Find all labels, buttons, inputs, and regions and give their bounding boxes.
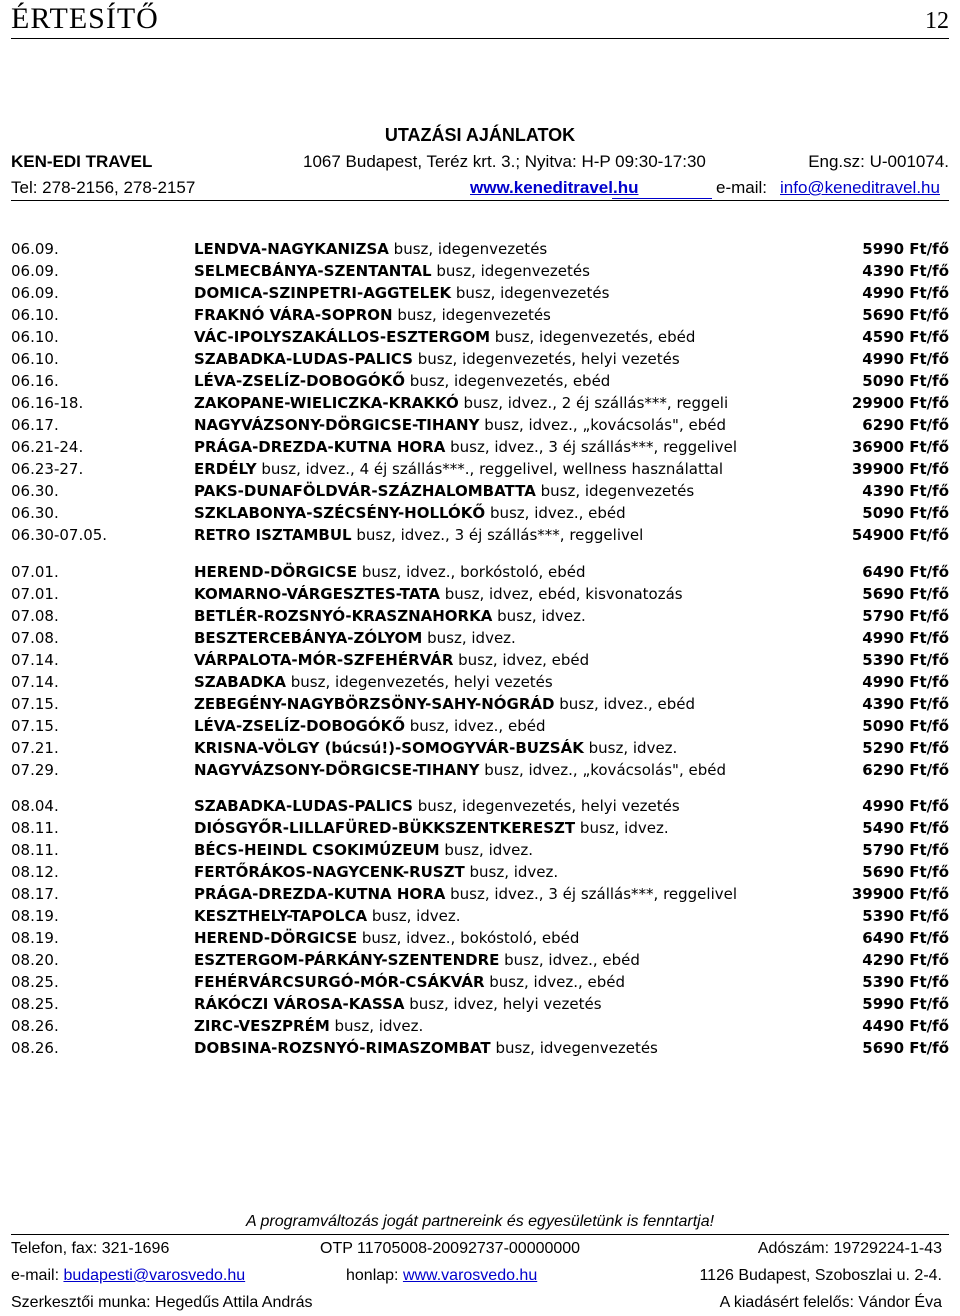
trip-description: [194, 372, 610, 390]
trip-description: [194, 350, 680, 368]
trip-price: 4590 Ft/fő: [862, 328, 949, 346]
trip-date: 08.17.: [11, 885, 59, 903]
trip-details: busz, idvez.: [439, 841, 534, 859]
trip-details: busz, idvez., „kovácsolás", ebéd: [479, 761, 726, 779]
trip-date: 06.09.: [11, 240, 59, 258]
trip-details: busz, idvez., ebéd: [554, 695, 695, 713]
trip-date: 06.30-07.05.: [11, 526, 108, 544]
trip-date: 06.10.: [11, 306, 59, 324]
trip-date: 06.17.: [11, 416, 59, 434]
trip-date: 07.08.: [11, 607, 59, 625]
trip-description: [194, 607, 586, 625]
trip-price: 4290 Ft/fő: [862, 951, 949, 969]
trip-details: busz, idegenvezetés, helyi vezetés: [286, 673, 553, 691]
trip-destination: HEREND-DÖRGICSE: [194, 563, 358, 581]
trip-details: busz, idvez.: [329, 1017, 424, 1035]
footer-publisher: A kiadásért felelős: Vándor Éva: [719, 1294, 942, 1311]
trip-destination: HEREND-DÖRGICSE: [194, 929, 358, 947]
trip-details: busz, idvez.: [492, 607, 586, 625]
trip-destination: BÉCS-HEINDL CSOKIMÚZEUM: [194, 841, 440, 859]
trip-price: 6490 Ft/fő: [862, 929, 949, 947]
trip-price: 5690 Ft/fő: [862, 1039, 949, 1057]
trip-details: busz, idvez., 3 éj szállás***, reggelivel: [351, 526, 644, 544]
agency-email-link[interactable]: info@keneditravel.hu: [780, 178, 940, 197]
trip-destination: SZABADKA: [194, 673, 287, 691]
trip-destination: LÉVA-ZSELÍZ-DOBOGÓKŐ: [194, 717, 405, 735]
trip-description: [194, 284, 609, 302]
trip-destination: KRISNA-VÖLGY (búcsú!)-SOMOGYVÁR-BUZSÁK: [194, 739, 584, 757]
footer-email: [11, 1267, 245, 1285]
trip-description: [194, 651, 589, 669]
trip-price: 5090 Ft/fő: [862, 372, 949, 390]
trip-row: [11, 907, 949, 929]
trip-details: busz, idegenvezetés: [535, 482, 695, 500]
trip-destination: SELMECBÁNYA-SZENTANTAL: [194, 262, 432, 280]
trip-date: 06.10.: [11, 328, 59, 346]
trip-date: 08.19.: [11, 907, 59, 925]
trip-details: busz, idegenvezetés: [451, 284, 610, 302]
trip-description: [194, 482, 694, 500]
trip-description: [194, 460, 723, 478]
trip-row: [11, 929, 949, 951]
trip-description: [194, 797, 680, 815]
trip-date: 06.09.: [11, 262, 59, 280]
trip-description: [194, 526, 643, 544]
trip-description: [194, 951, 640, 969]
trip-row: [11, 563, 949, 585]
trip-date: 06.09.: [11, 284, 59, 302]
trip-date: 07.14.: [11, 673, 59, 691]
trip-price: 6290 Ft/fő: [862, 416, 949, 434]
trip-row: [11, 797, 949, 819]
agency-email-label: e-mail:: [716, 178, 768, 197]
trip-price: 36900 Ft/fő: [851, 438, 949, 456]
trip-date: 06.10.: [11, 350, 59, 368]
trip-row: [11, 460, 949, 482]
trip-description: [194, 585, 683, 603]
trip-row: [11, 504, 949, 526]
trip-date: 08.26.: [11, 1017, 59, 1035]
footer-email-link[interactable]: budapesti@varosvedo.hu: [63, 1267, 246, 1284]
trip-description: [194, 995, 602, 1013]
trip-description: [194, 929, 579, 947]
trip-details: busz, idvez., ebéd: [499, 951, 640, 969]
trip-row: [11, 673, 949, 695]
trip-description: [194, 695, 695, 713]
trip-details: busz, idvegenvezetés: [490, 1039, 658, 1057]
trip-description: [194, 863, 558, 881]
trip-destination: ZIRC-VESZPRÉM: [194, 1017, 330, 1035]
trip-date: 06.30.: [11, 504, 59, 522]
trip-row: [11, 717, 949, 739]
website-underline: [612, 198, 712, 199]
trip-row: [11, 438, 949, 460]
trip-price: 5790 Ft/fő: [862, 841, 949, 859]
trip-destination: ESZTERGOM-PÁRKÁNY-SZENTENDRE: [194, 951, 500, 969]
agency-phone: Tel: 278-2156, 278-2157: [11, 178, 196, 197]
agency-registration: Eng.sz: U-001074.: [808, 152, 949, 171]
footer-bank: OTP 11705008-20092737-00000000: [320, 1240, 581, 1257]
trip-details: busz, idegenvezetés, ebéd: [490, 328, 696, 346]
trip-row: [11, 761, 949, 783]
trip-details: busz, idvez., 3 éj szállás***, reggelivel: [445, 438, 738, 456]
trip-row: [11, 951, 949, 973]
trip-price: 5490 Ft/fő: [862, 819, 949, 837]
trip-row: [11, 629, 949, 651]
trip-price: 5390 Ft/fő: [862, 973, 949, 991]
trip-price: 6490 Ft/fő: [862, 563, 949, 581]
trip-description: [194, 1039, 658, 1057]
trip-details: busz, idvez.: [422, 629, 516, 647]
trip-details: busz, idvez.: [367, 907, 461, 925]
trip-price: 5690 Ft/fő: [862, 863, 949, 881]
trip-destination: SZABADKA-LUDAS-PALICS: [194, 797, 413, 815]
trip-destination: SZABADKA-LUDAS-PALICS: [194, 350, 413, 368]
trip-details: busz, idvez.: [583, 739, 678, 757]
trip-row: [11, 350, 949, 372]
trip-description: [194, 262, 590, 280]
trip-price: 39900 Ft/fő: [851, 460, 949, 478]
footer-web: [346, 1267, 537, 1285]
footer-divider: [11, 1234, 949, 1235]
trip-row: [11, 885, 949, 907]
trip-row: [11, 695, 949, 717]
trip-destination: ZAKOPANE-WIELICZKA-KRAKKÓ: [194, 394, 459, 412]
trip-destination: RÁKÓCZI VÁROSA-KASSA: [194, 995, 405, 1013]
trip-description: [194, 973, 625, 991]
page-number: 12: [925, 8, 949, 34]
trip-price: 29900 Ft/fő: [851, 394, 949, 412]
trip-destination: KESZTHELY-TAPOLCA: [194, 907, 368, 925]
trip-description: [194, 907, 461, 925]
trip-price: 5790 Ft/fő: [862, 607, 949, 625]
trip-details: busz, idvez., ebéd: [404, 717, 546, 735]
trip-destination: VÁRPALOTA-MÓR-SZFEHÉRVÁR: [194, 651, 454, 669]
trip-price: 5690 Ft/fő: [862, 585, 949, 603]
trip-date: 07.01.: [11, 585, 59, 603]
trip-row: [11, 607, 949, 629]
trip-row: [11, 306, 949, 328]
trip-details: busz, idvez.: [575, 819, 669, 837]
trip-details: busz, idegenvezetés, helyi vezetés: [413, 797, 680, 815]
trip-date: 06.16-18.: [11, 394, 84, 412]
agency-divider: [11, 200, 949, 201]
trip-destination: NAGYVÁZSONY-DÖRGICSE-TIHANY: [194, 416, 480, 434]
trip-destination: BESZTERCEBÁNYA-ZÓLYOM: [194, 629, 423, 647]
trip-date: 07.21.: [11, 739, 59, 757]
trip-description: [194, 328, 695, 346]
trip-row: [11, 819, 949, 841]
trip-date: 08.26.: [11, 1039, 59, 1057]
trip-description: [194, 240, 547, 258]
trip-row: [11, 863, 949, 885]
trip-destination: SZKLABONYA-SZÉCSÉNY-HOLLÓKŐ: [194, 504, 486, 522]
footer-phone: Telefon, fax: 321-1696: [11, 1240, 170, 1257]
trip-price: 6290 Ft/fő: [862, 761, 949, 779]
trip-row: [11, 284, 949, 306]
trip-date: 07.15.: [11, 695, 59, 713]
trip-date: 07.29.: [11, 761, 59, 779]
trip-row: [11, 973, 949, 995]
trip-details: busz, idvez, helyi vezetés: [404, 995, 602, 1013]
trip-date: 08.11.: [11, 819, 59, 837]
trip-details: busz, idegenvezetés: [388, 240, 548, 258]
trip-details: busz, idvez., ebéd: [485, 504, 626, 522]
trip-destination: FEHÉRVÁRCSURGÓ-MÓR-CSÁKVÁR: [194, 973, 485, 991]
trip-description: [194, 717, 545, 735]
trip-date: 08.04.: [11, 797, 59, 815]
trip-details: busz, idvez., bokóstoló, ebéd: [357, 929, 580, 947]
trip-date: 07.08.: [11, 629, 59, 647]
trip-date: 06.21-24.: [11, 438, 84, 456]
footer-editor: Szerkesztői munka: Hegedűs Attila András: [11, 1294, 313, 1311]
trip-description: [194, 885, 737, 903]
trip-row: [11, 262, 949, 284]
trip-price: 5090 Ft/fő: [862, 717, 949, 735]
trip-details: busz, idvez., borkóstoló, ebéd: [357, 563, 586, 581]
trip-row: [11, 372, 949, 394]
trip-row: [11, 1039, 949, 1061]
trip-destination: PRÁGA-DREZDA-KUTNA HORA: [194, 438, 446, 456]
trip-destination: DOMICA-SZINPETRI-AGGTELEK: [194, 284, 452, 302]
trip-date: 08.19.: [11, 929, 59, 947]
trip-date: 08.25.: [11, 973, 59, 991]
trip-date: 07.01.: [11, 563, 59, 581]
footer-address: 1126 Budapest, Szoboszlai u. 2-4.: [699, 1267, 942, 1284]
trip-details: busz, idegenvezetés: [392, 306, 551, 324]
trip-description: [194, 394, 728, 412]
footer-web-label: honlap:: [346, 1267, 403, 1284]
trip-description: [194, 819, 669, 837]
trip-price: 4990 Ft/fő: [862, 673, 949, 691]
trip-description: [194, 416, 726, 434]
page-header: [11, 0, 949, 39]
trip-price: 5690 Ft/fő: [862, 306, 949, 324]
trip-description: [194, 841, 533, 859]
trip-price: 4990 Ft/fő: [862, 629, 949, 647]
trip-row: [11, 841, 949, 863]
trip-row: [11, 394, 949, 416]
trip-date: 07.14.: [11, 651, 59, 669]
trip-price: 54900 Ft/fő: [851, 526, 949, 544]
newsletter-title: ÉRTESÍTŐ: [11, 2, 159, 35]
trip-date: 08.12.: [11, 863, 59, 881]
trip-description: [194, 739, 677, 757]
trip-destination: DIÓSGYŐR-LILLAFÜRED-BÜKKSZENTKERESZT: [194, 819, 576, 837]
footer-email-label: e-mail:: [11, 1267, 64, 1284]
trip-details: busz, idvez., 3 éj szállás***, reggelivel: [445, 885, 738, 903]
trip-row: [11, 995, 949, 1017]
trip-destination: BETLÉR-ROZSNYÓ-KRASZNAHORKA: [194, 607, 493, 625]
trip-price: 5990 Ft/fő: [862, 240, 949, 258]
trip-price: 4990 Ft/fő: [862, 350, 949, 368]
trip-description: [194, 438, 737, 456]
trip-row: [11, 739, 949, 761]
trip-row: [11, 1017, 949, 1039]
trip-price: 4390 Ft/fő: [862, 262, 949, 280]
trip-details: busz, idvez, ebéd: [453, 651, 590, 669]
trip-row: [11, 482, 949, 504]
trip-description: [194, 673, 553, 691]
trip-date: 08.25.: [11, 995, 59, 1013]
trip-price: 5290 Ft/fő: [862, 739, 949, 757]
trip-date: 07.15.: [11, 717, 59, 735]
trip-price: 4390 Ft/fő: [862, 695, 949, 713]
trip-date: 08.20.: [11, 951, 59, 969]
trip-details: busz, idegenvezetés, ebéd: [404, 372, 611, 390]
trip-row: [11, 328, 949, 350]
trip-description: [194, 504, 626, 522]
footer-tax: Adószám: 19729224-1-43: [757, 1240, 942, 1257]
trip-destination: NAGYVÁZSONY-DÖRGICSE-TIHANY: [194, 761, 480, 779]
footer-note: A programváltozás jogát partnereink és egyesületünk is fenntartja!: [245, 1213, 715, 1230]
trip-destination: DOBSINA-ROZSNYÓ-RIMASZOMBAT: [194, 1039, 491, 1057]
trip-details: busz, idvez., 4 éj szállás***., reggelivel, wellness használattal: [256, 460, 724, 478]
trip-description: [194, 629, 516, 647]
trip-destination: RETRO ISZTAMBUL: [194, 526, 352, 544]
trip-destination: ZEBEGÉNY-NAGYBÖRZSÖNY-SAHY-NÓGRÁD: [194, 695, 555, 713]
trip-details: busz, idegenvezetés: [431, 262, 590, 280]
agency-website-link[interactable]: www.keneditravel.hu: [470, 178, 639, 197]
trip-price: 4990 Ft/fő: [862, 797, 949, 815]
agency-address: 1067 Budapest, Teréz krt. 3.; Nyitva: H-P 09:30-17:30: [303, 152, 706, 171]
trip-destination: LENDVA-NAGYKANIZSA: [194, 240, 389, 258]
trip-destination: LÉVA-ZSELÍZ-DOBOGÓKŐ: [194, 372, 405, 390]
trip-destination: FERTŐRÁKOS-NAGYCENK-RUSZT: [194, 863, 465, 881]
trip-destination: PAKS-DUNAFÖLDVÁR-SZÁZHALOMBATTA: [194, 482, 536, 500]
trip-description: [194, 1017, 423, 1035]
trip-details: busz, idvez, ebéd, kisvonatozás: [439, 585, 683, 603]
trip-price: 5390 Ft/fő: [862, 651, 949, 669]
trip-details: busz, idvez.: [464, 863, 559, 881]
trip-details: busz, idvez., ebéd: [484, 973, 626, 991]
footer-web-link[interactable]: www.varosvedo.hu: [402, 1267, 538, 1284]
trip-date: 06.30.: [11, 482, 59, 500]
trip-destination: ERDÉLY: [194, 460, 257, 478]
trip-date: 08.11.: [11, 841, 59, 859]
trip-date: 06.23-27.: [11, 460, 84, 478]
trip-destination: KOMARNO-VÁRGESZTES-TATA: [194, 585, 440, 603]
trip-row: [11, 651, 949, 673]
trip-description: [194, 563, 586, 581]
trip-price: 5390 Ft/fő: [862, 907, 949, 925]
trip-description: [194, 761, 726, 779]
agency-name: KEN-EDI TRAVEL: [11, 152, 153, 171]
trip-date: 06.16.: [11, 372, 59, 390]
trip-row: [11, 585, 949, 607]
trip-row: [11, 526, 949, 548]
trip-row: [11, 240, 949, 262]
trip-details: busz, idvez., 2 éj szállás***, reggeli: [458, 394, 729, 412]
section-title: UTAZÁSI AJÁNLATOK: [384, 125, 576, 145]
trip-destination: VÁC-IPOLYSZAKÁLLOS-ESZTERGOM: [194, 328, 491, 346]
trip-row: [11, 416, 949, 438]
trip-price: 4990 Ft/fő: [862, 284, 949, 302]
trip-destination: PRÁGA-DREZDA-KUTNA HORA: [194, 885, 446, 903]
trip-destination: FRAKNÓ VÁRA-SOPRON: [194, 306, 393, 324]
trip-price: 5990 Ft/fő: [862, 995, 949, 1013]
trip-price: 4490 Ft/fő: [862, 1017, 949, 1035]
trip-price: 4390 Ft/fő: [862, 482, 949, 500]
trip-description: [194, 306, 551, 324]
trip-details: busz, idegenvezetés, helyi vezetés: [413, 350, 680, 368]
trip-price: 39900 Ft/fő: [851, 885, 949, 903]
trip-details: busz, idvez., „kovácsolás", ebéd: [479, 416, 726, 434]
trip-price: 5090 Ft/fő: [862, 504, 949, 522]
